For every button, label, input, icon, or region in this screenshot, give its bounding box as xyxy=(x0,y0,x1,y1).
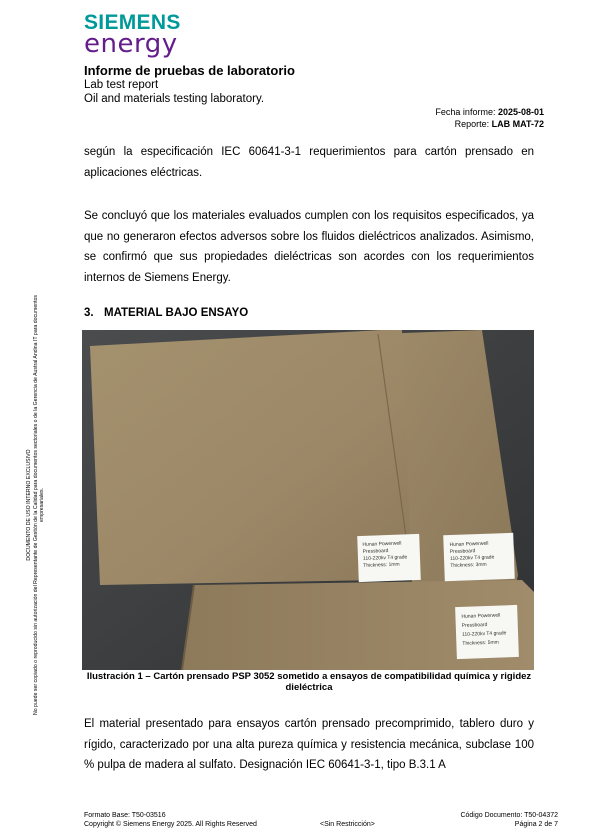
label-1mm-grade: 110-220kv T4 grade xyxy=(362,554,408,562)
paragraph-material-description: El material presentado para ensayos cartón prensado precomprimido, tablero duro y rígido, caracterizado por una alta pureza química y resistencia mecánica, subclase 100 % pulpa de madera al sulfato. Designación IEC 60641-3-1, tipo B.3.1 A xyxy=(84,718,534,771)
report-date-label: Fecha informe: xyxy=(435,107,498,117)
report-id-value: LAB MAT-72 xyxy=(491,119,544,129)
label-3mm-thickness: Thickness: 3mm xyxy=(450,561,487,570)
section-title: MATERIAL BAJO ENSAYO xyxy=(104,307,249,319)
paragraph-spec: según la especificación IEC 60641-3-1 requerimientos para cartón prensado en aplicaciones eléctricas. xyxy=(84,146,534,179)
pressboard-photo xyxy=(82,330,534,670)
label-5mm-grade: 110-220kv T4 grade xyxy=(461,630,507,638)
report-subtitle-en: Lab test report xyxy=(84,79,159,91)
footer-left xyxy=(84,811,257,829)
pressboard-photo-drawing xyxy=(82,330,534,670)
label-sticker-1mm xyxy=(357,534,421,582)
label-3mm-product: Pressboard xyxy=(449,548,476,556)
footer-right xyxy=(460,811,558,829)
label-3mm-grade: 110-220kv T4 grade xyxy=(449,554,495,563)
section-number: 3. xyxy=(84,307,94,319)
section-heading xyxy=(84,307,248,319)
label-1mm-brand: Hunan Powerwell xyxy=(362,540,402,548)
siemens-energy-logo xyxy=(84,11,204,59)
report-meta xyxy=(435,106,544,130)
report-date xyxy=(435,106,544,118)
paragraph-conclusion: Se concluyó que los materiales evaluados cumplen con los requisitos especificados, ya que no generaron efectos adversos sobre los fluidos dieléctricos analizados. Asimismo, se confirmó que sus propiedades dieléctricas son acordes con los requerimientos internos de Siemens Energy. xyxy=(84,210,534,284)
logo-siemens-text: SIEMENS xyxy=(84,11,181,34)
report-title: Informe de pruebas de laboratorio xyxy=(84,63,295,78)
footer-copyright: Copyright © Siemens Energy 2025. All Rights Reserved xyxy=(84,821,257,828)
label-sticker-5mm xyxy=(455,605,519,659)
label-1mm-product: Pressboard xyxy=(362,548,389,555)
label-5mm-product: Pressboard xyxy=(461,621,488,629)
report-subtitle-lab: Oil and materials testing laboratory. xyxy=(84,93,265,105)
label-5mm-brand: Hunan Powerwell xyxy=(461,612,501,620)
report-date-value: 2025-08-01 xyxy=(497,107,544,117)
confidentiality-side-note xyxy=(26,285,46,725)
side-note-title: DOCUMENTO DE USO INTERNO EXCLUSIVO xyxy=(26,449,32,561)
side-note-text: No puede ser copiado o reproducido sin autorización del Representante de Gestión de la Calidad para documentos sectoriales o de la Gerencia de Austral Andina IT para documentos empresariales. xyxy=(32,294,45,716)
footer-page-number: Página 2 de 7 xyxy=(514,821,558,828)
logo-energy-text: energy xyxy=(84,29,178,59)
label-1mm-thickness: Thickness: 1mm xyxy=(363,561,400,569)
label-sticker-3mm xyxy=(443,533,515,581)
label-3mm-brand: Hunan Powerwell xyxy=(449,540,489,549)
report-id xyxy=(435,118,544,130)
label-5mm-thickness: Thickness: 5mm xyxy=(462,639,499,647)
report-id-label: Reporte: xyxy=(454,119,492,129)
figure-caption: Ilustración 1 – Cartón prensado PSP 3052 sometido a ensayos de compatibilidad química y rigidez dieléctrica xyxy=(86,671,532,693)
footer-doc-code: Código Documento: T50-04372 xyxy=(460,812,558,819)
footer-format: Formato Base: T50-03516 xyxy=(84,812,166,819)
footer-classification: <Sin Restricción> xyxy=(320,821,375,828)
